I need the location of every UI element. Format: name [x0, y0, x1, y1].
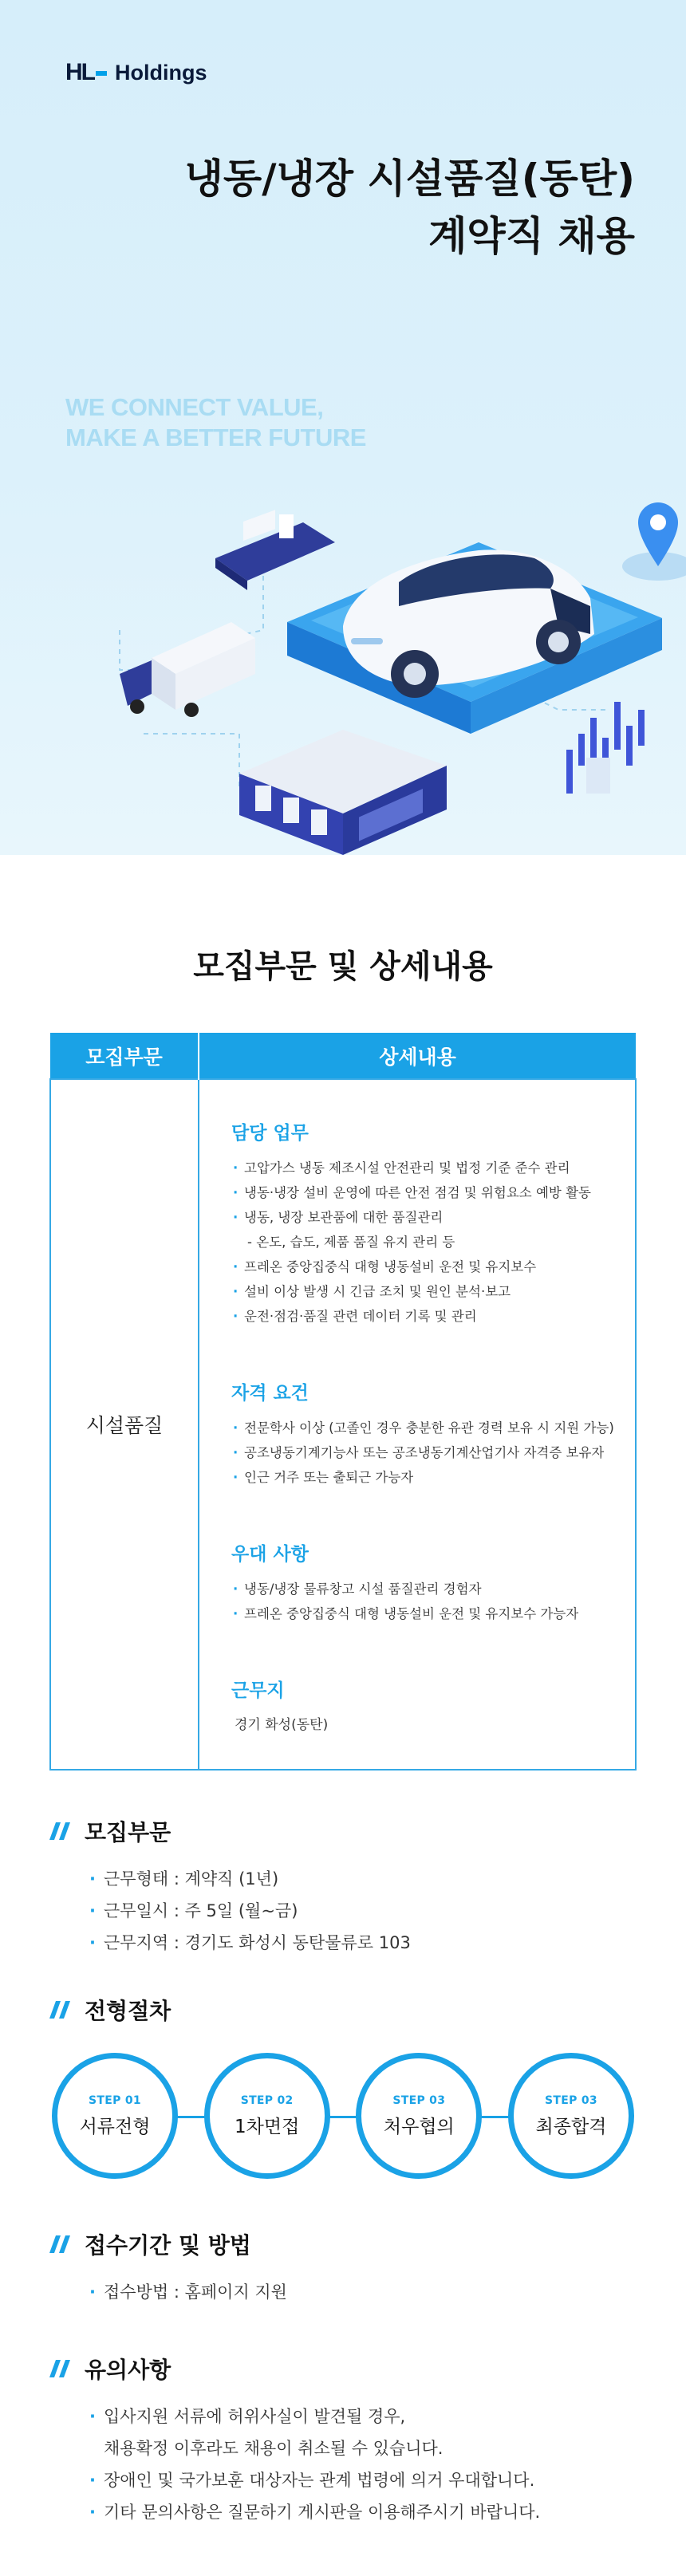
list-item: · 인근 거주 또는 출퇴근 가능자 — [231, 1465, 619, 1490]
list-item: · 공조냉동기계기능사 또는 공조냉동기계산업기사 자격증 보유자 — [231, 1440, 619, 1465]
recruit-list — [49, 1863, 637, 1959]
slash-mark-icon — [49, 2235, 73, 2253]
step-number: STEP 02 — [240, 2093, 294, 2107]
step-number: STEP 01 — [89, 2093, 141, 2107]
list-item: · 전문학사 이상 (고졸인 경우 충분한 유관 경력 보유 시 지원 가능) — [231, 1416, 619, 1440]
page-title — [185, 150, 635, 265]
preferred-group — [231, 1539, 619, 1626]
table-header-row — [50, 1033, 636, 1079]
process-title: 전형절차 — [85, 1998, 172, 2024]
duties-group — [231, 1118, 619, 1329]
page-title-line2: 계약직 채용 — [428, 213, 635, 259]
list-item: · 프레온 중앙집중식 대형 냉동설비 운전 및 유지보수 — [231, 1255, 619, 1279]
location-pin-icon — [622, 502, 686, 581]
step-4 — [508, 2053, 634, 2179]
qualifications-list — [231, 1416, 619, 1490]
qualifications-title: 자격 요건 — [231, 1383, 309, 1404]
header-category: 모집부문 — [50, 1033, 199, 1079]
duties-title: 담당 업무 — [231, 1123, 309, 1144]
ship-icon — [215, 510, 335, 590]
apply-title: 접수기간 및 방법 — [85, 2232, 251, 2259]
slogan-line2: MAKE A BETTER FUTURE — [65, 423, 366, 451]
location-value: 경기 화성(동탄) — [235, 1717, 329, 1733]
logistics-illustration — [0, 447, 686, 855]
duties-list — [231, 1156, 619, 1329]
list-item: · 근무지역 : 경기도 화성시 동탄물류로 103 — [89, 1927, 637, 1959]
recruit-heading — [49, 1815, 637, 1847]
job-detail-table — [49, 1033, 637, 1771]
slash-mark-icon — [49, 2360, 73, 2377]
step-number: STEP 03 — [392, 2093, 446, 2107]
list-item: · 접수방법 : 홈페이지 지원 — [89, 2276, 637, 2308]
section-title: 모집부문 및 상세내용 — [193, 948, 493, 985]
step-2 — [204, 2053, 330, 2179]
recruit-section — [49, 1815, 637, 1959]
list-item: · 근무일시 : 주 5일 (월~금) — [89, 1895, 637, 1927]
note-line: · 입사지원 서류에 허위사실이 발견될 경우, — [104, 2407, 406, 2426]
list-subitem: - 온도, 습도, 제품 품질 유지 관리 등 — [247, 1235, 455, 1250]
truck-icon — [120, 622, 255, 717]
category-cell: 시설품질 — [50, 1079, 199, 1770]
step-3 — [356, 2053, 482, 2179]
apply-list — [49, 2276, 637, 2308]
preferred-title: 우대 사항 — [231, 1544, 309, 1565]
list-item: · 장애인 및 국가보훈 대상자는 관계 법령에 의거 우대합니다. — [89, 2464, 637, 2496]
process-heading — [49, 1994, 637, 2026]
logo-text: Holdings — [115, 60, 207, 85]
slogan-line1: WE CONNECT VALUE, — [65, 393, 324, 421]
step-label: 서류전형 — [79, 2116, 151, 2137]
step-label: 처우협의 — [383, 2116, 455, 2137]
warehouse-icon — [239, 730, 447, 855]
step-number: STEP 03 — [545, 2093, 597, 2107]
company-logo[interactable] — [65, 59, 207, 86]
list-item: · 냉동/냉장 물류창고 시설 품질관리 경험자 — [231, 1577, 619, 1601]
apply-section — [49, 2228, 637, 2308]
step-label: 1차면접 — [235, 2116, 300, 2137]
list-item: · 근무형태 : 계약직 (1년) — [89, 1863, 637, 1895]
qualifications-group — [231, 1378, 619, 1490]
recruit-title: 모집부문 — [85, 1819, 172, 1845]
list-item — [89, 2401, 637, 2464]
note-line: 채용확정 이후라도 채용이 취소될 수 있습니다. — [104, 2439, 444, 2458]
detail-cell — [199, 1079, 636, 1770]
stock-chart-icon — [566, 702, 645, 794]
notes-heading — [49, 2353, 637, 2385]
list-item: · 냉동, 냉장 보관품에 대한 품질관리 — [231, 1205, 619, 1230]
logo-mark: HL — [65, 59, 107, 86]
slash-mark-icon — [49, 1822, 73, 1840]
step-label: 최종합격 — [535, 2116, 607, 2137]
location-title: 근무지 — [231, 1680, 285, 1701]
list-item: · 프레온 중앙집중식 대형 냉동설비 운전 및 유지보수 가능자 — [231, 1601, 619, 1626]
hero-slogan — [65, 392, 366, 453]
table-row — [50, 1079, 636, 1770]
process-steps — [52, 2053, 634, 2179]
page-title-line1: 냉동/냉장 시설품질(동탄) — [184, 156, 635, 202]
notes-section — [49, 2353, 637, 2528]
process-section — [49, 1994, 637, 2179]
list-item: · 냉동·냉장 설비 운영에 따른 안전 점검 및 위험요소 예방 활동 — [231, 1180, 619, 1205]
step-1 — [52, 2053, 178, 2179]
location-group — [231, 1676, 619, 1737]
list-item: · 고압가스 냉동 제조시설 안전관리 및 법정 기준 준수 관리 — [231, 1156, 619, 1180]
list-item: · 운전·점검·품질 관련 데이터 기록 및 관리 — [231, 1304, 619, 1329]
list-item: · 설비 이상 발생 시 긴급 조치 및 원인 분석·보고 — [231, 1279, 619, 1304]
header-detail: 상세내용 — [199, 1033, 636, 1079]
preferred-list — [231, 1577, 619, 1626]
slash-mark-icon — [49, 2001, 73, 2019]
notes-title: 유의사항 — [85, 2357, 172, 2383]
list-item: · 기타 문의사항은 질문하기 게시판을 이용해주시기 바랍니다. — [89, 2496, 637, 2528]
hero-banner — [0, 0, 686, 855]
apply-heading — [49, 2228, 637, 2260]
notes-list — [49, 2401, 637, 2528]
